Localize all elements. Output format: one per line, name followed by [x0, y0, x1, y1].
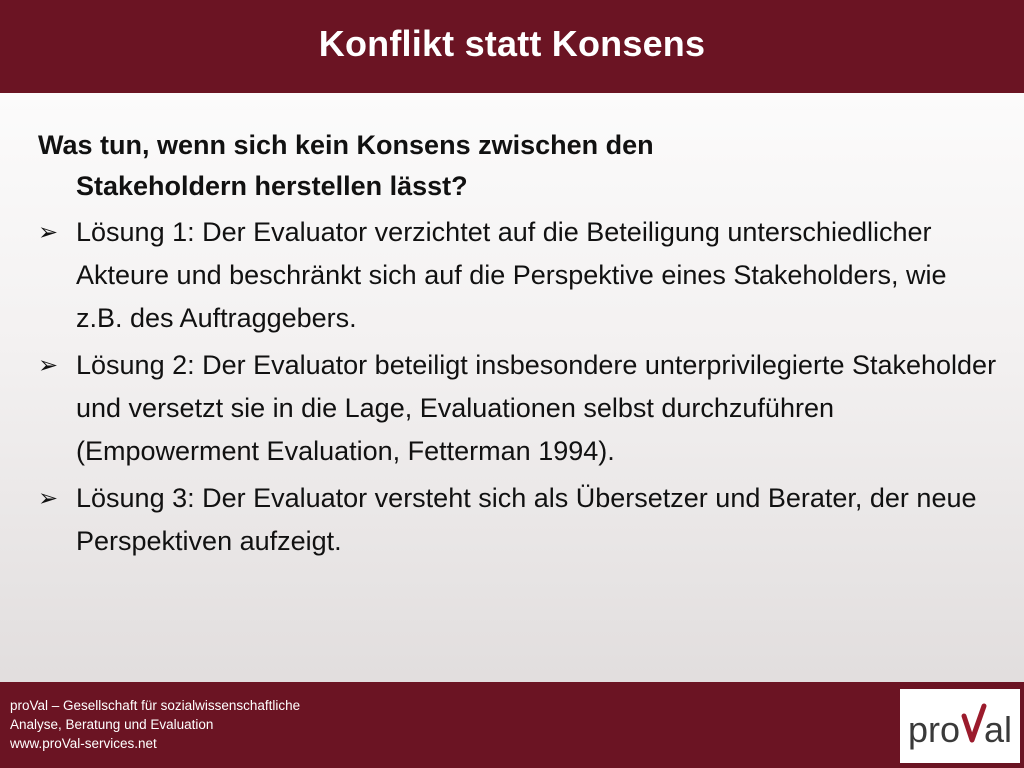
footer-bar	[0, 682, 1024, 768]
bullet-item	[38, 344, 998, 473]
footer-url: www.proVal-services.net	[10, 736, 157, 751]
intro-line-2: Stakeholdern herstellen lässt?	[76, 171, 468, 201]
header-bar	[0, 0, 1024, 93]
intro-question	[38, 125, 998, 207]
arrow-bullet-icon: ➢	[38, 219, 59, 246]
svg-text:pro: pro	[908, 709, 961, 750]
intro-line-1: Was tun, wenn sich kein Konsens zwischen den	[38, 130, 654, 160]
footer-line-1: proVal – Gesellschaft für sozialwissenschaftliche	[10, 698, 301, 713]
footer-line-2: Analyse, Beratung und Evaluation	[10, 717, 214, 732]
slide-title: Konflikt statt Konsens	[318, 22, 706, 64]
slide-content	[38, 125, 998, 567]
bullet-item	[38, 211, 998, 340]
bullet-item	[38, 477, 998, 563]
bullet-text: Lösung 3: Der Evaluator versteht sich als Übersetzer und Berater, der neue Perspektiven aufzeigt.	[76, 483, 977, 556]
bullet-text: Lösung 2: Der Evaluator beteiligt insbesondere unterprivilegierte Stakeholder und versetzt sie in die Lage, Evaluationen selbst durchzuführen (Empowerment Evaluation, Fetterman 1994).	[76, 350, 997, 466]
bullet-text: Lösung 1: Der Evaluator verzichtet auf die Beteiligung unterschiedlicher Akteure und beschränkt sich auf die Perspektive eines Stakeholders, wie z.B. des Auftraggebers.	[76, 217, 947, 333]
proval-logo-icon	[904, 696, 1016, 756]
svg-text:al: al	[984, 709, 1013, 750]
arrow-bullet-icon: ➢	[38, 352, 59, 379]
footer-text	[10, 696, 300, 753]
proval-logo	[900, 689, 1020, 763]
arrow-bullet-icon: ➢	[38, 485, 59, 512]
